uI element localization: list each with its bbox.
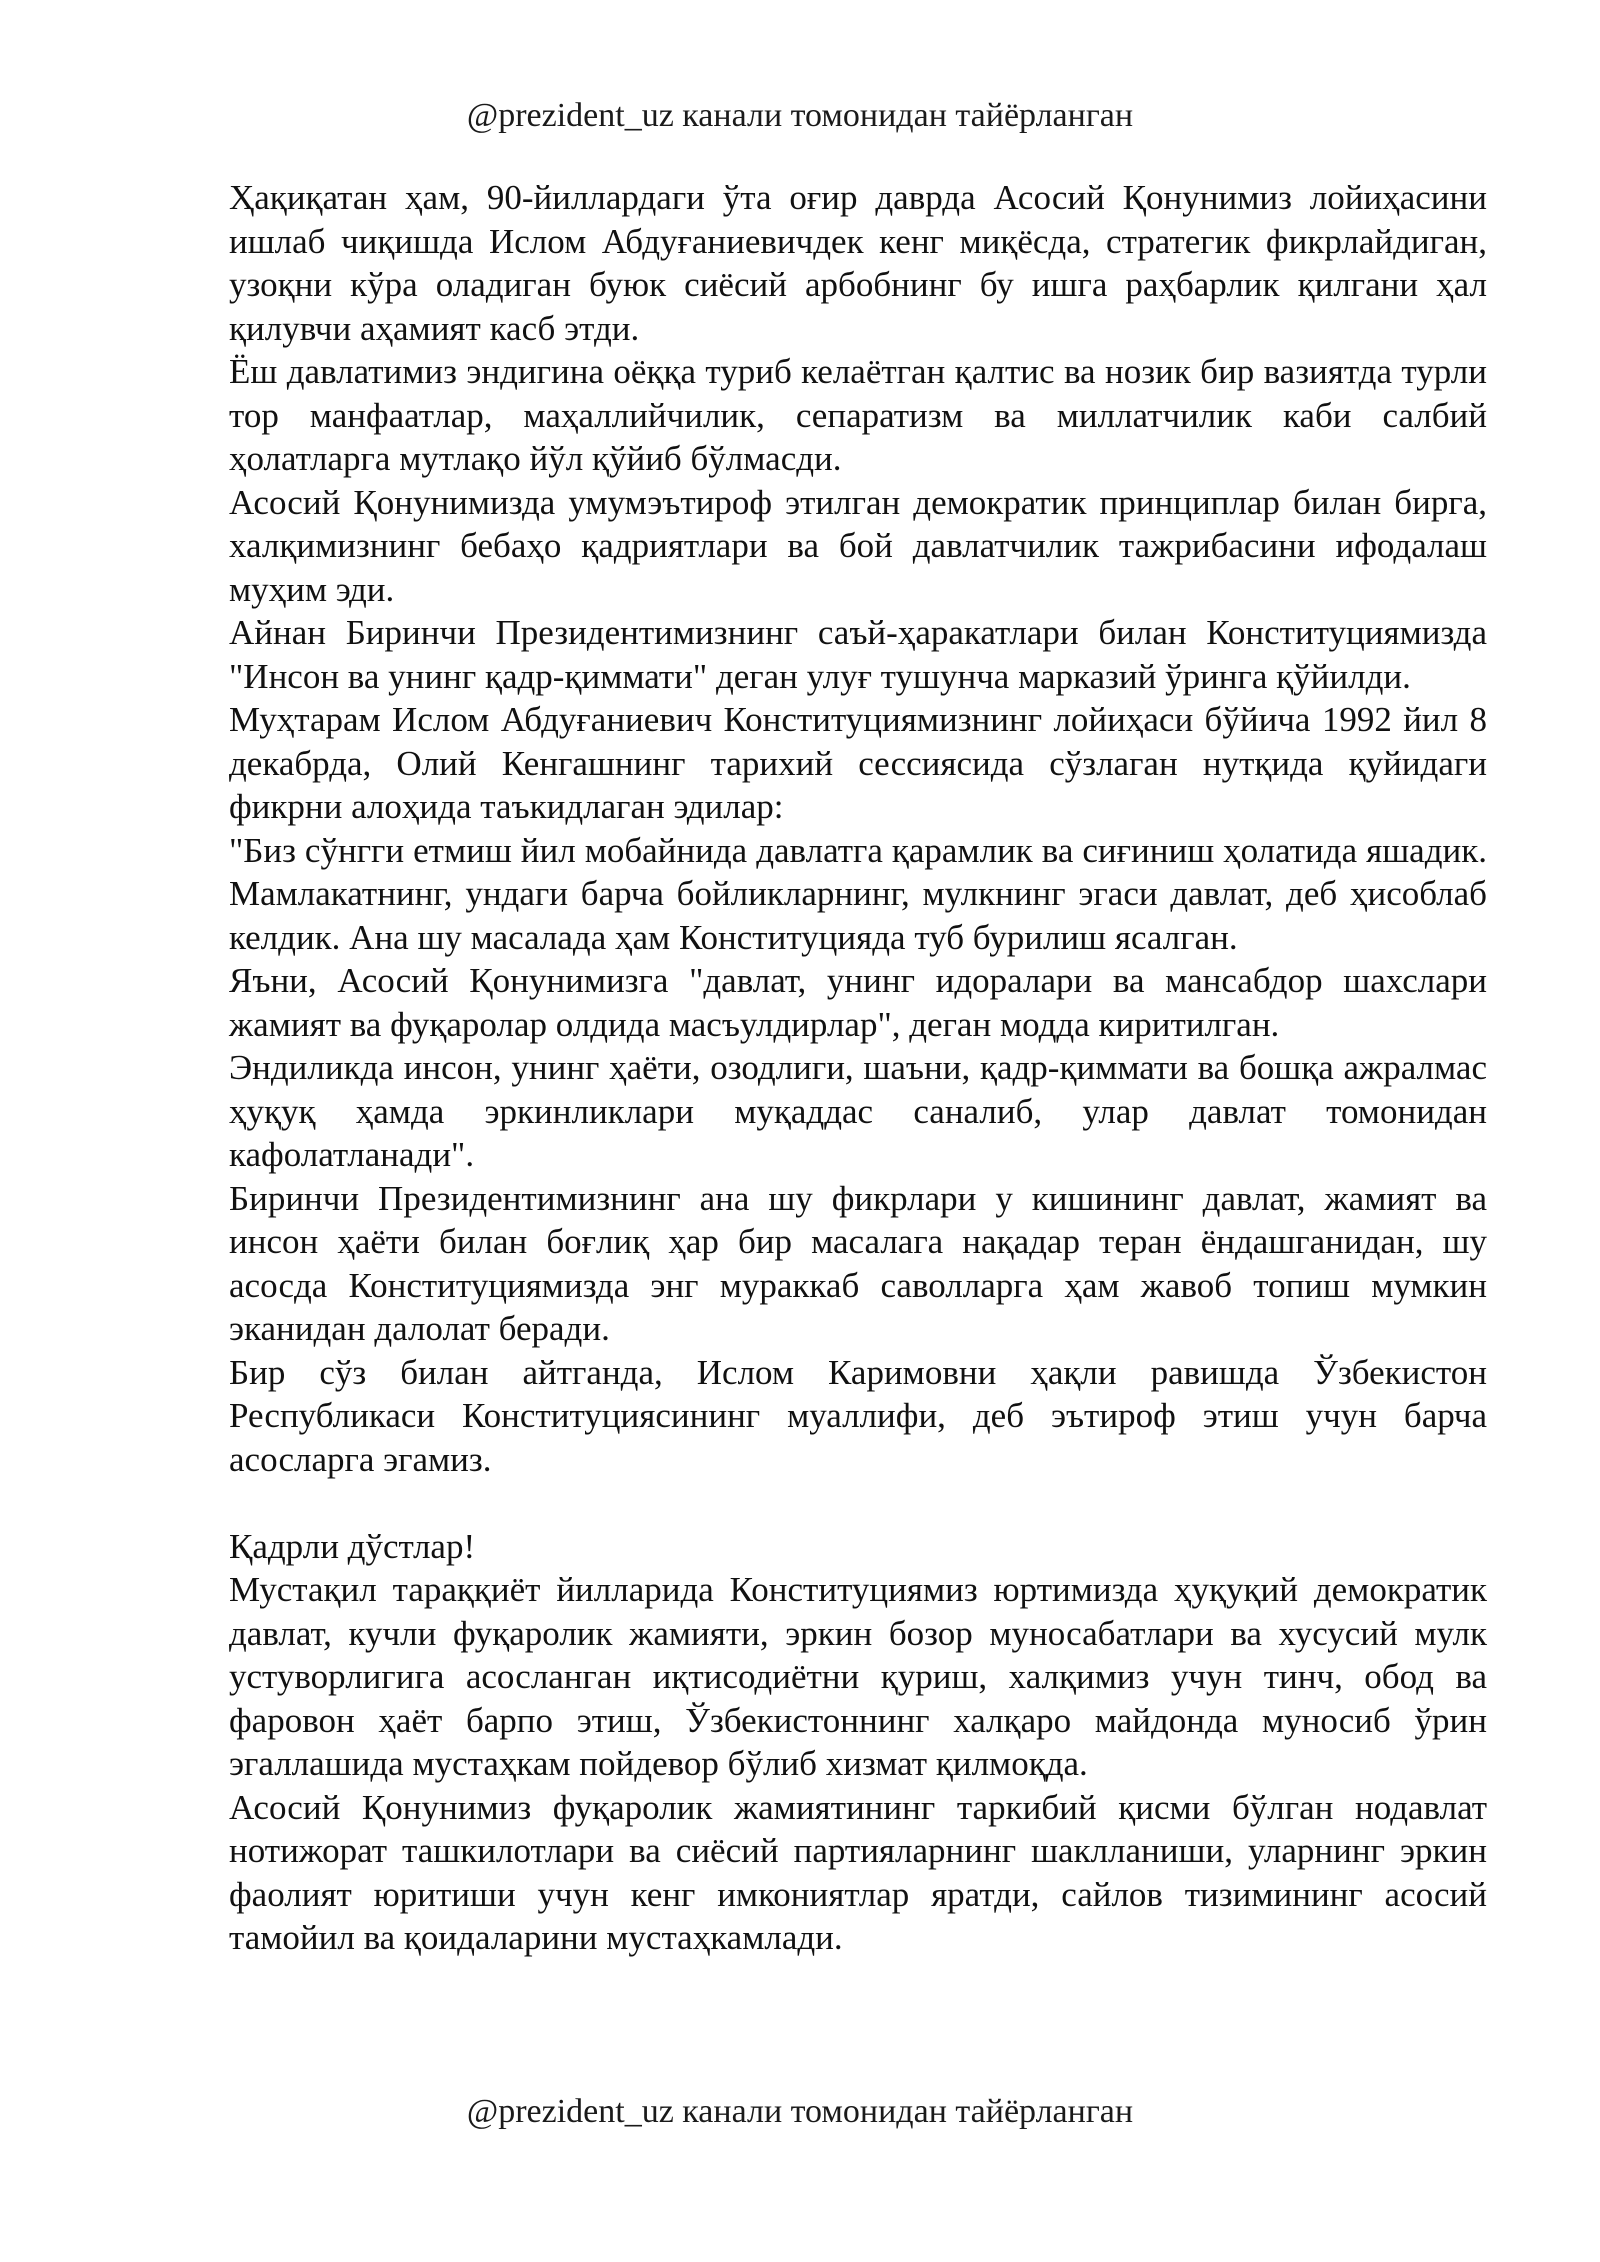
quote-paragraph: "Биз сўнгги етмиш йил мобайнида давлатга қарамлик ва сиғиниш ҳолатида яшадик. Мамлакатнинг, ундаги барча бойликларнинг, мулкнинг эгаси давлат, деб ҳисоблаб келдик. Ана шу масалада ҳам Конституцияда туб бурилиш ясалган.: [229, 830, 1487, 957]
page-footer: @prezident_uz канали томонидан тайёрланган: [466, 2093, 1134, 2130]
paragraph: Ёш давлатимиз эндигина оёққа туриб келаётган қалтис ва нозик бир вазиятда турли тор манфаатлар, маҳаллийчилик, сепаратизм ва миллатчилик каби салбий ҳолатларга мутлақо йўл қўйиб бўлмасди.: [229, 352, 1487, 478]
paragraph: Муҳтарам Ислом Абдуғаниевич Конституциямизнинг лойиҳаси бўйича 1992 йил 8 декабрда, Олий Кенгашнинг тарихий сессиясида сўзлаган нутқида қуйидаги фикрни алоҳида таъкидлаган эдилар:: [229, 700, 1487, 826]
paragraph: Биринчи Президентимизнинг ана шу фикрлари у кишининг давлат, жамият ва инсон ҳаёти билан боғлиқ ҳар бир масалага нақадар теран ёндашганидан, шу асосда Конституциямизда энг мураккаб саволларга ҳам жавоб топиш мумкин эканидан далолат беради.: [229, 1178, 1487, 1348]
paragraph: Асосий Қонунимиз фуқаролик жамиятининг таркибий қисми бўлган нодавлат нотижорат ташкилотлари ва сиёсий партияларнинг шаклланиши, уларнинг эркин фаолият юритиши учун кенг имкониятлар яратди, сайлов тизимининг асосий тамойил ва қоидаларини мустаҳкамлади.: [229, 1787, 1487, 1957]
paragraph: Бир сўз билан айтганда, Ислом Каримовни ҳақли равишда Ўзбекистон Республикаси Конституциясининг муаллифи, деб эътироф этиш учун барча асосларга эгамиз.: [229, 1352, 1487, 1479]
quote-paragraph: Яъни, Асосий Қонунимизга "давлат, унинг идоралари ва мансабдор шахслари жамият ва фуқаролар олдида масъулдирлар", деган модда киритилган.: [229, 961, 1487, 1044]
section-greeting: Қадрли дўстлар!: [229, 1526, 476, 1566]
paragraph: Айнан Биринчи Президентимизнинг саъй-ҳаракатлари билан Конституциямизда "Инсон ва унинг қадр-қиммати" деган улуғ тушунча марказий ўринга қўйилди.: [229, 613, 1487, 696]
paragraph: Ҳақиқатан ҳам, 90-йиллардаги ўта оғир даврда Асосий Қонунимиз лойиҳасини ишлаб чиқишда Ислом Абдуғаниевичдек кенг миқёсда, стратегик фикрлайдиган, узоқни кўра оладиган буюк сиёсий арбобнинг бу ишга раҳбарлик қилгани ҳал қилувчи аҳамият касб этди.: [229, 178, 1487, 348]
paragraph: Мустақил тараққиёт йилларида Конституциямиз юртимизда ҳуқуқий демократик давлат, кучли фуқаролик жамияти, эркин бозор муносабатлари ва хусусий мулк устуворлигига асосланган иқтисодиётни қуриш, халқимиз учун тинч, обод ва фаровон ҳаёт барпо этиш, Ўзбекистоннинг халқаро майдонда муносиб ўрин эгаллашида мустаҳкам пойдевор бўлиб хизмат қилмоқда.: [229, 1570, 1487, 1783]
quote-paragraph: Эндиликда инсон, унинг ҳаёти, озодлиги, шаъни, қадр-қиммати ва бошқа ажралмас ҳуқуқ ҳамда эркинликлари муқаддас саналиб, улар давлат томонидан кафолатланади".: [229, 1048, 1487, 1174]
paragraph: Асосий Қонунимизда умумэътироф этилган демократик принциплар билан бирга, халқимизнинг бебаҳо қадриятлари ва бой давлатчилик тажрибасини ифодалаш муҳим эди.: [229, 482, 1487, 609]
blank-line: [229, 1481, 1487, 1525]
page-header: @prezident_uz канали томонидан тайёрланган: [466, 97, 1134, 134]
document-body: [229, 176, 1487, 1960]
